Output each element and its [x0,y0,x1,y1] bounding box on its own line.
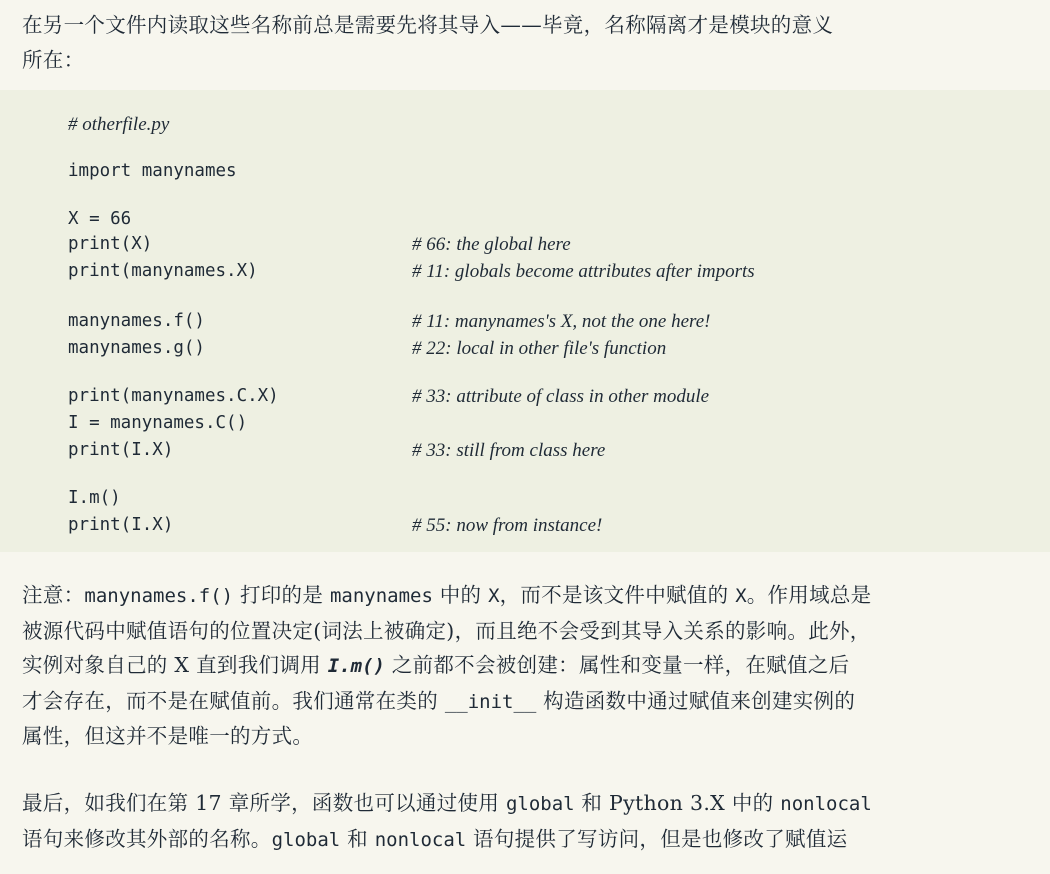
note-text: 中的 [432,583,489,607]
note-text: 才会存在，而不是在赋值前。我们通常在类的 [22,688,445,713]
inline-code: X [735,585,747,607]
code-comment: # 33: attribute of class in other module [412,386,710,407]
code-line: manynames.f() [68,311,205,331]
inline-code: nonlocal [780,793,872,815]
final-text: 和 [340,826,375,851]
code-comment: # 11: manynames's X, not the one here! [412,311,711,332]
note-line-4 [22,684,1032,720]
code-comment: # 11: globals become attributes after imports [412,261,755,282]
note-text: 。作用域总是 [746,583,872,607]
code-listing [0,90,1050,552]
code-comment: # 22: local in other file's function [412,338,667,359]
code-line: import manynames [68,161,237,181]
note-text: 构造函数中通过赋值来创建实例的 [536,688,856,713]
note-line-3 [22,648,1032,684]
inline-code: manynames.f() [84,585,234,607]
note-text: ，而不是该文件中赋值的 [499,583,736,607]
inline-code: __init__ [444,690,537,713]
note-text: 注意： [22,583,85,607]
final-line-2 [22,822,1032,858]
code-line: I.m() [68,488,121,508]
inline-code: I.m() [327,655,385,677]
code-line: I = manynames.C() [68,413,248,433]
note-text: 之前都不会被创建：属性和变量一样，在赋值之后 [384,653,850,677]
note-paragraph [22,578,1032,754]
code-file-comment: # otherfile.py [68,114,170,135]
code-line: print(I.X) [68,440,174,460]
final-text: 语句来修改其外部的名称。 [22,826,272,851]
code-line: print(manynames.X) [68,261,258,281]
final-text: 语句提供了写访问，但是也修改了赋值运 [466,826,848,851]
intro-line-2: 所在： [22,47,85,72]
code-line: print(X) [68,234,153,254]
code-line: manynames.g() [68,338,205,358]
note-line-2: 被源代码中赋值语句的位置决定(词法上被确定)，而且绝不会受到其导入关系的影响。此外， [22,618,871,643]
note-line-1 [22,578,1032,614]
code-comment: # 66: the global here [412,234,571,255]
note-line-5: 属性，但这并不是唯一的方式。 [22,724,314,748]
note-text: 打印的是 [233,583,330,607]
inline-code: global [505,793,575,815]
inline-code: nonlocal [374,828,467,851]
final-paragraph [22,786,1032,857]
code-line: X = 66 [68,209,132,229]
final-text: 最后，如我们在第 17 章所学，函数也可以通过使用 [22,791,506,815]
code-line: print(I.X) [68,515,174,535]
inline-code: global [271,828,341,851]
intro-line-1: 在另一个文件内读取这些名称前总是需要先将其导入——毕竟，名称隔离才是模块的意义 [22,13,834,37]
final-text: 和 Python 3.X 中的 [574,791,781,815]
code-line: print(manynames.C.X) [68,386,279,406]
inline-code: X [488,585,500,607]
code-comment: # 33: still from class here [412,440,606,461]
final-line-1 [22,786,1032,822]
inline-code: manynames [329,585,433,607]
note-text: 实例对象自己的 X 直到我们调用 [22,653,328,677]
code-comment: # 55: now from instance! [412,515,603,536]
intro-paragraph [22,8,1032,77]
